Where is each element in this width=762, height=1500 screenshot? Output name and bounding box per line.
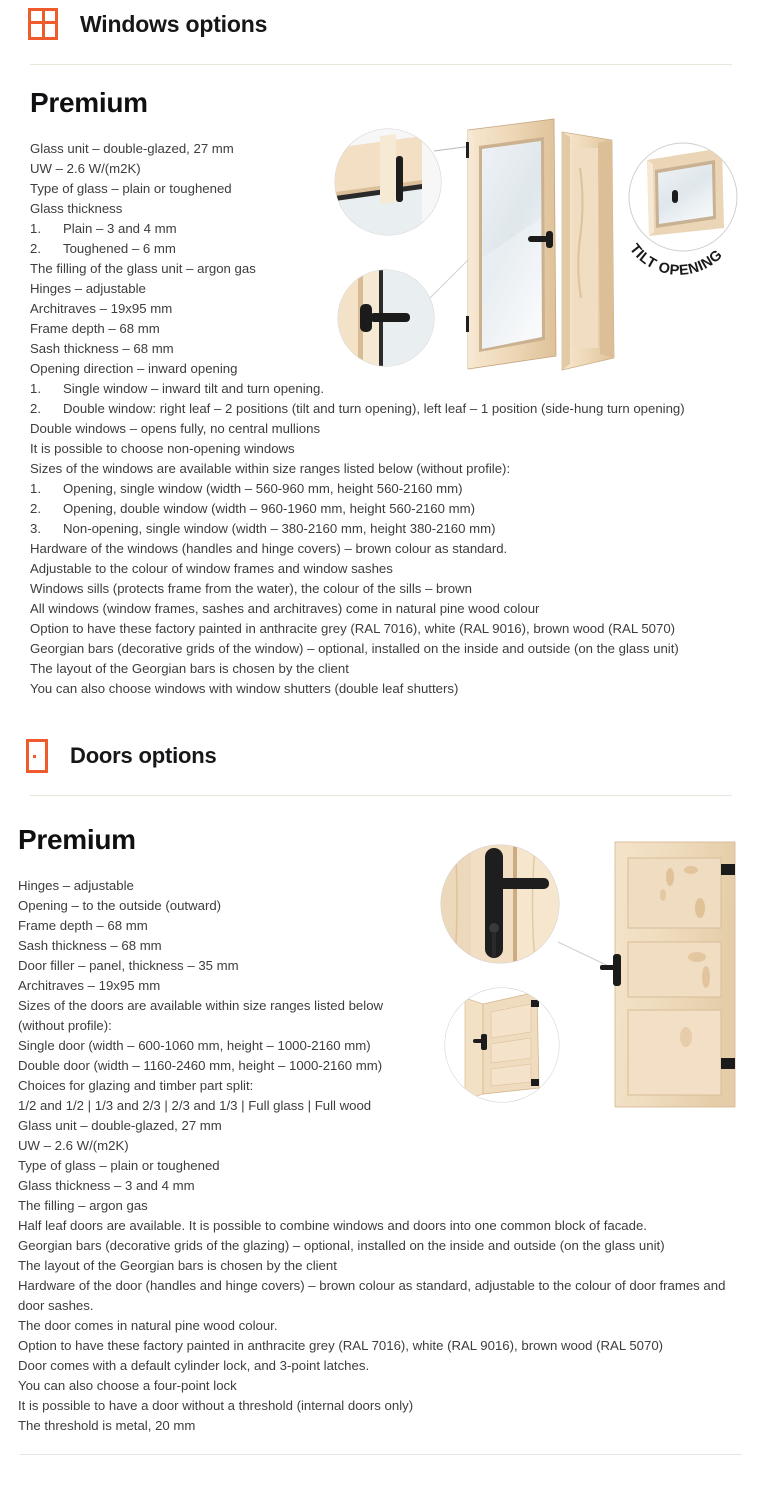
spec-line: Architraves – 19x95 mm	[18, 978, 161, 993]
spec-line: It is possible to choose non-opening windows	[30, 441, 295, 456]
list-number: 3.	[30, 521, 41, 536]
spec-line: Sash thickness – 68 mm	[30, 341, 174, 356]
spec-line: Opening – to the outside (outward)	[18, 898, 222, 913]
windows-section-header	[0, 0, 762, 40]
doors-section-title: Doors options	[70, 743, 217, 768]
door-illustration	[425, 832, 755, 1117]
spec-line: Hinges – adjustable	[30, 281, 146, 296]
windows-section-title: Windows options	[80, 10, 268, 37]
spec-line: Opening direction – inward opening	[30, 361, 238, 376]
footer-divider	[20, 1454, 742, 1455]
door-open-detail-callout	[445, 988, 559, 1102]
numbered-item	[30, 399, 762, 419]
list-number: 2.	[30, 401, 41, 416]
spec-line: UW – 2.6 W/(m2K)	[18, 1138, 129, 1153]
spec-line: The door comes in natural pine wood colour.	[18, 1318, 278, 1333]
list-text: Non-opening, single window (width – 380-2160 mm, height 380-2160 mm)	[63, 521, 496, 536]
spec-line: Choices for glazing and timber part split:	[18, 1078, 254, 1093]
door-main-view	[600, 842, 735, 1107]
numbered-item	[30, 499, 762, 519]
list-number: 2.	[30, 241, 41, 256]
spec-line: 1/2 and 1/2 | 1/3 and 2/3 | 2/3 and 1/3 | Full glass | Full wood	[18, 1098, 372, 1113]
spec-line: Georgian bars (decorative grids of the glazing) – optional, installed on the inside and outside (on the glass unit)	[18, 1238, 665, 1253]
window-outer-frame	[562, 132, 614, 370]
tilt-opening-callout	[626, 143, 737, 279]
list-number: 1.	[30, 221, 41, 236]
tilt-opening-label: TILT OPENING	[626, 241, 726, 279]
door-handle-detail-callout	[441, 845, 559, 963]
windows-premium-title: Premium	[30, 87, 148, 118]
spec-line: The threshold is metal, 20 mm	[18, 1418, 196, 1433]
door-icon	[26, 739, 48, 773]
window-hinge-icon	[466, 316, 469, 332]
window-product-photo	[322, 118, 752, 380]
doors-section-header	[0, 739, 762, 773]
spec-line: Half leaf doors are available. It is possible to combine windows and doors into one common block of facade.	[18, 1218, 647, 1233]
spec-line: Hinges – adjustable	[18, 878, 134, 893]
spec-line: Sizes of the windows are available within size ranges listed below (without profile):	[30, 461, 511, 476]
spec-line: Sash thickness – 68 mm	[18, 938, 162, 953]
numbered-item	[30, 519, 762, 539]
spec-line: Hardware of the windows (handles and hinge covers) – brown colour as standard.	[30, 541, 508, 556]
spec-line: Option to have these factory painted in anthracite grey (RAL 7016), white (RAL 9016), brown wood (RAL 5070)	[30, 621, 676, 636]
list-text: Double window: right leaf – 2 positions (tilt and turn opening), left leaf – 1 position (side-hung turn opening)	[63, 401, 685, 416]
spec-line: Double door (width – 1160-2460 mm, height – 1000-2160 mm)	[18, 1058, 383, 1073]
spec-line: Type of glass – plain or toughened	[18, 1158, 220, 1173]
spec-line: Glass unit – double-glazed, 27 mm	[30, 141, 234, 156]
window-hinge-icon	[466, 142, 469, 158]
spec-line: Frame depth – 68 mm	[30, 321, 160, 336]
spec-line: Glass unit – double-glazed, 27 mm	[18, 1118, 222, 1133]
door-product-photo	[425, 832, 755, 1117]
window-sash	[466, 119, 556, 369]
spec-line: Glass thickness – 3 and 4 mm	[18, 1178, 195, 1193]
list-text: Toughened – 6 mm	[63, 241, 176, 256]
spec-line: Option to have these factory painted in anthracite grey (RAL 7016), white (RAL 9016), brown wood (RAL 5070)	[18, 1338, 664, 1353]
spec-line: Double windows – opens fully, no central mullions	[30, 421, 321, 436]
spec-line: You can also choose windows with window shutters (double leaf shutters)	[30, 681, 459, 696]
spec-line: Architraves – 19x95 mm	[30, 301, 173, 316]
spec-line: Door filler – panel, thickness – 35 mm	[18, 958, 239, 973]
list-text: Opening, double window (width – 960-1960 mm, height 560-2160 mm)	[63, 501, 475, 516]
spec-line: It is possible to have a door without a threshold (internal doors only)	[18, 1398, 414, 1413]
spec-line: Frame depth – 68 mm	[18, 918, 148, 933]
handle-detail-callout	[338, 270, 434, 366]
spec-line: Single door (width – 600-1060 mm, height – 1000-2160 mm)	[18, 1038, 371, 1053]
spec-line: UW – 2.6 W/(m2K)	[30, 161, 141, 176]
spec-line: Glass thickness	[30, 201, 123, 216]
spec-line: The layout of the Georgian bars is chosen by the client	[18, 1258, 337, 1273]
hinge-detail-callout	[335, 129, 441, 235]
list-text: Single window – inward tilt and turn opening.	[63, 381, 324, 396]
spec-line: The layout of the Georgian bars is chosen by the client	[30, 661, 349, 676]
spec-line: All windows (window frames, sashes and architraves) come in natural pine wood colour	[30, 601, 540, 616]
spec-line: You can also choose a four-point lock	[18, 1378, 237, 1393]
list-text: Opening, single window (width – 560-960 mm, height 560-2160 mm)	[63, 481, 463, 496]
spec-line: The filling of the glass unit – argon gas	[30, 261, 256, 276]
spec-line: Windows sills (protects frame from the water), the colour of the sills – brown	[30, 581, 472, 596]
list-number: 2.	[30, 501, 41, 516]
spec-line: Door comes with a default cylinder lock, and 3-point latches.	[18, 1358, 370, 1373]
list-number: 1.	[30, 481, 41, 496]
spec-line-wrapped: Sizes of the doors are available within size ranges listed below (without profile):	[18, 998, 384, 1033]
spec-line: The filling – argon gas	[18, 1198, 148, 1213]
spec-line: Georgian bars (decorative grids of the window) – optional, installed on the inside and outside (on the glass unit)	[30, 641, 679, 656]
list-number: 1.	[30, 381, 41, 396]
door-handle-icon	[600, 954, 621, 986]
spec-line: Adjustable to the colour of window frames and window sashes	[30, 561, 393, 576]
list-text: Plain – 3 and 4 mm	[63, 221, 177, 236]
window-illustration	[322, 118, 752, 380]
window-grid-icon	[28, 8, 58, 40]
spec-line: Type of glass – plain or toughened	[30, 181, 232, 196]
door-hinge-icon	[721, 864, 735, 875]
door-hinge-icon	[721, 1058, 735, 1069]
doors-premium-title: Premium	[18, 824, 136, 855]
numbered-item	[30, 379, 762, 399]
spec-line-wrapped: Hardware of the door (handles and hinge covers) – brown colour as standard, adjustable to the colour of door frames and door sashes.	[18, 1278, 726, 1313]
numbered-item	[30, 479, 762, 499]
